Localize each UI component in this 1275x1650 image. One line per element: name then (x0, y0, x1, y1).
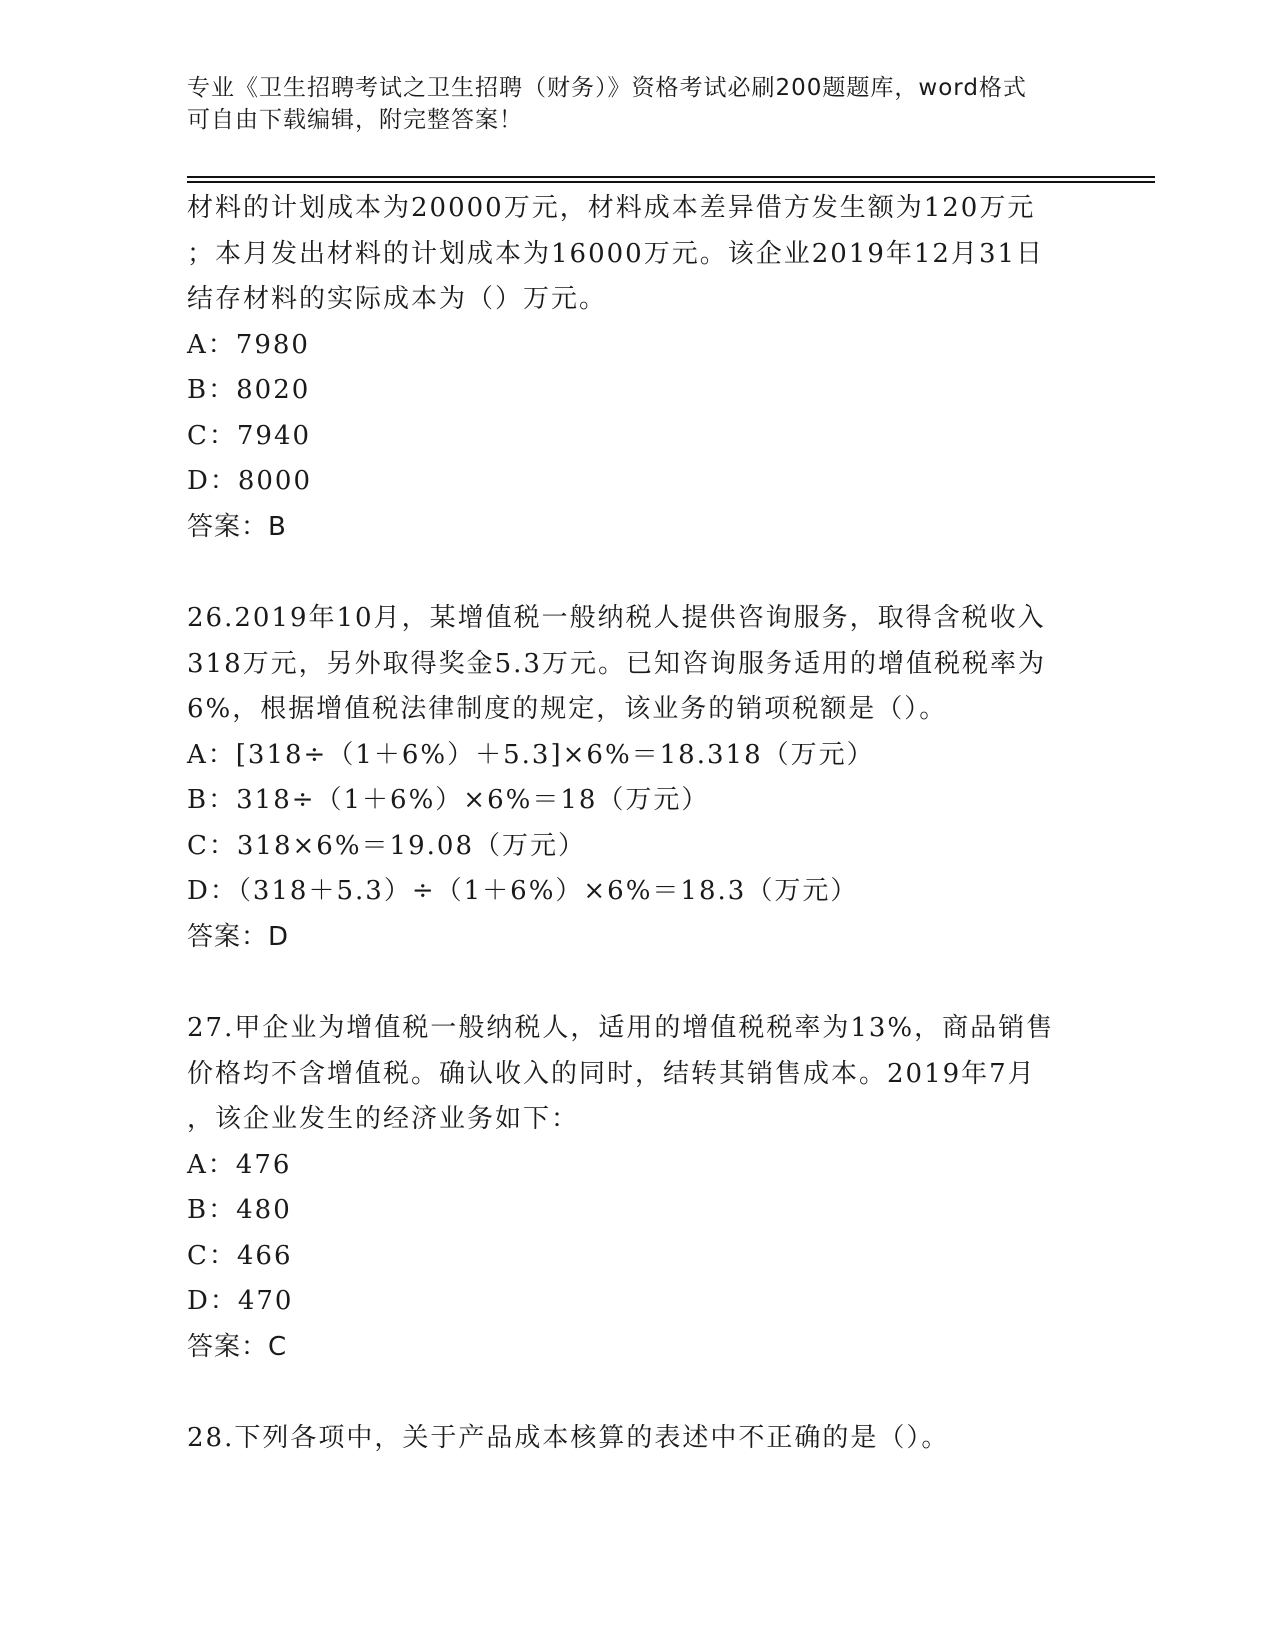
question-text-line: 结存材料的实际成本为（）万元。 (187, 284, 608, 314)
header-divider-top (187, 176, 1155, 178)
option-c: C：466 (187, 1240, 293, 1271)
option-a: A：[318÷（1＋6%）＋5.3]×6%＝18.318（万元） (187, 739, 875, 770)
question-text-line: 28.下列各项中，关于产品成本核算的表述中不正确的是（）。 (187, 1423, 950, 1453)
question-text-line: 6%，根据增值税法律制度的规定，该业务的销项税额是（）。 (187, 694, 948, 724)
question-text-line: ；本月发出材料的计划成本为16000万元。该企业2019年12月31日 (187, 238, 1045, 269)
option-a: A：7980 (187, 329, 310, 360)
question-text-line: 价格均不含增值税。确认收入的同时，结转其销售成本。2019年7月 (187, 1058, 1036, 1089)
question-25 (187, 186, 1087, 550)
question-text-line: ，该企业发生的经济业务如下： (187, 1104, 580, 1134)
option-d: D：（318＋5.3）÷（1＋6%）×6%＝18.3（万元） (187, 876, 859, 906)
document-body (187, 186, 1087, 1462)
question-26 (187, 596, 1087, 960)
question-text-line: 26.2019年10月，某增值税一般纳税人提供咨询服务，取得含税收入 (187, 603, 1046, 633)
option-d: D：470 (187, 1286, 294, 1316)
header-divider-bottom (187, 181, 1155, 183)
header-title-line-1: 专业《卫生招聘考试之卫生招聘（财务）》资格考试必刷200题题库，word格式 (187, 75, 1027, 101)
option-b: B：8020 (187, 375, 311, 405)
spacer (187, 960, 1087, 1006)
document-header (187, 72, 1087, 136)
option-d: D：8000 (187, 466, 313, 496)
header-title-line-2: 可自由下载编辑，附完整答案！ (187, 107, 523, 133)
answer-label: 答案：B (187, 511, 287, 542)
option-c: C：318×6%＝19.08（万元） (187, 830, 586, 861)
question-text-line: 318万元，另外取得奖金5.3万元。已知咨询服务适用的增值税税率为 (187, 648, 1046, 679)
question-text-line: 27.甲企业为增值税一般纳税人，适用的增值税税率为13%，商品销售 (187, 1013, 1055, 1043)
answer-label: 答案：D (187, 921, 290, 952)
option-c: C：7940 (187, 420, 312, 451)
spacer (187, 550, 1087, 596)
answer-label: 答案：C (187, 1331, 288, 1362)
question-text-line: 材料的计划成本为20000万元，材料成本差异借方发生额为120万元 (187, 193, 1036, 223)
question-28 (187, 1416, 1087, 1462)
question-27 (187, 1006, 1087, 1370)
spacer (187, 1370, 1087, 1416)
option-b: B：480 (187, 1195, 292, 1225)
option-b: B：318÷（1＋6%）×6%＝18（万元） (187, 785, 710, 815)
option-a: A：476 (187, 1149, 292, 1180)
